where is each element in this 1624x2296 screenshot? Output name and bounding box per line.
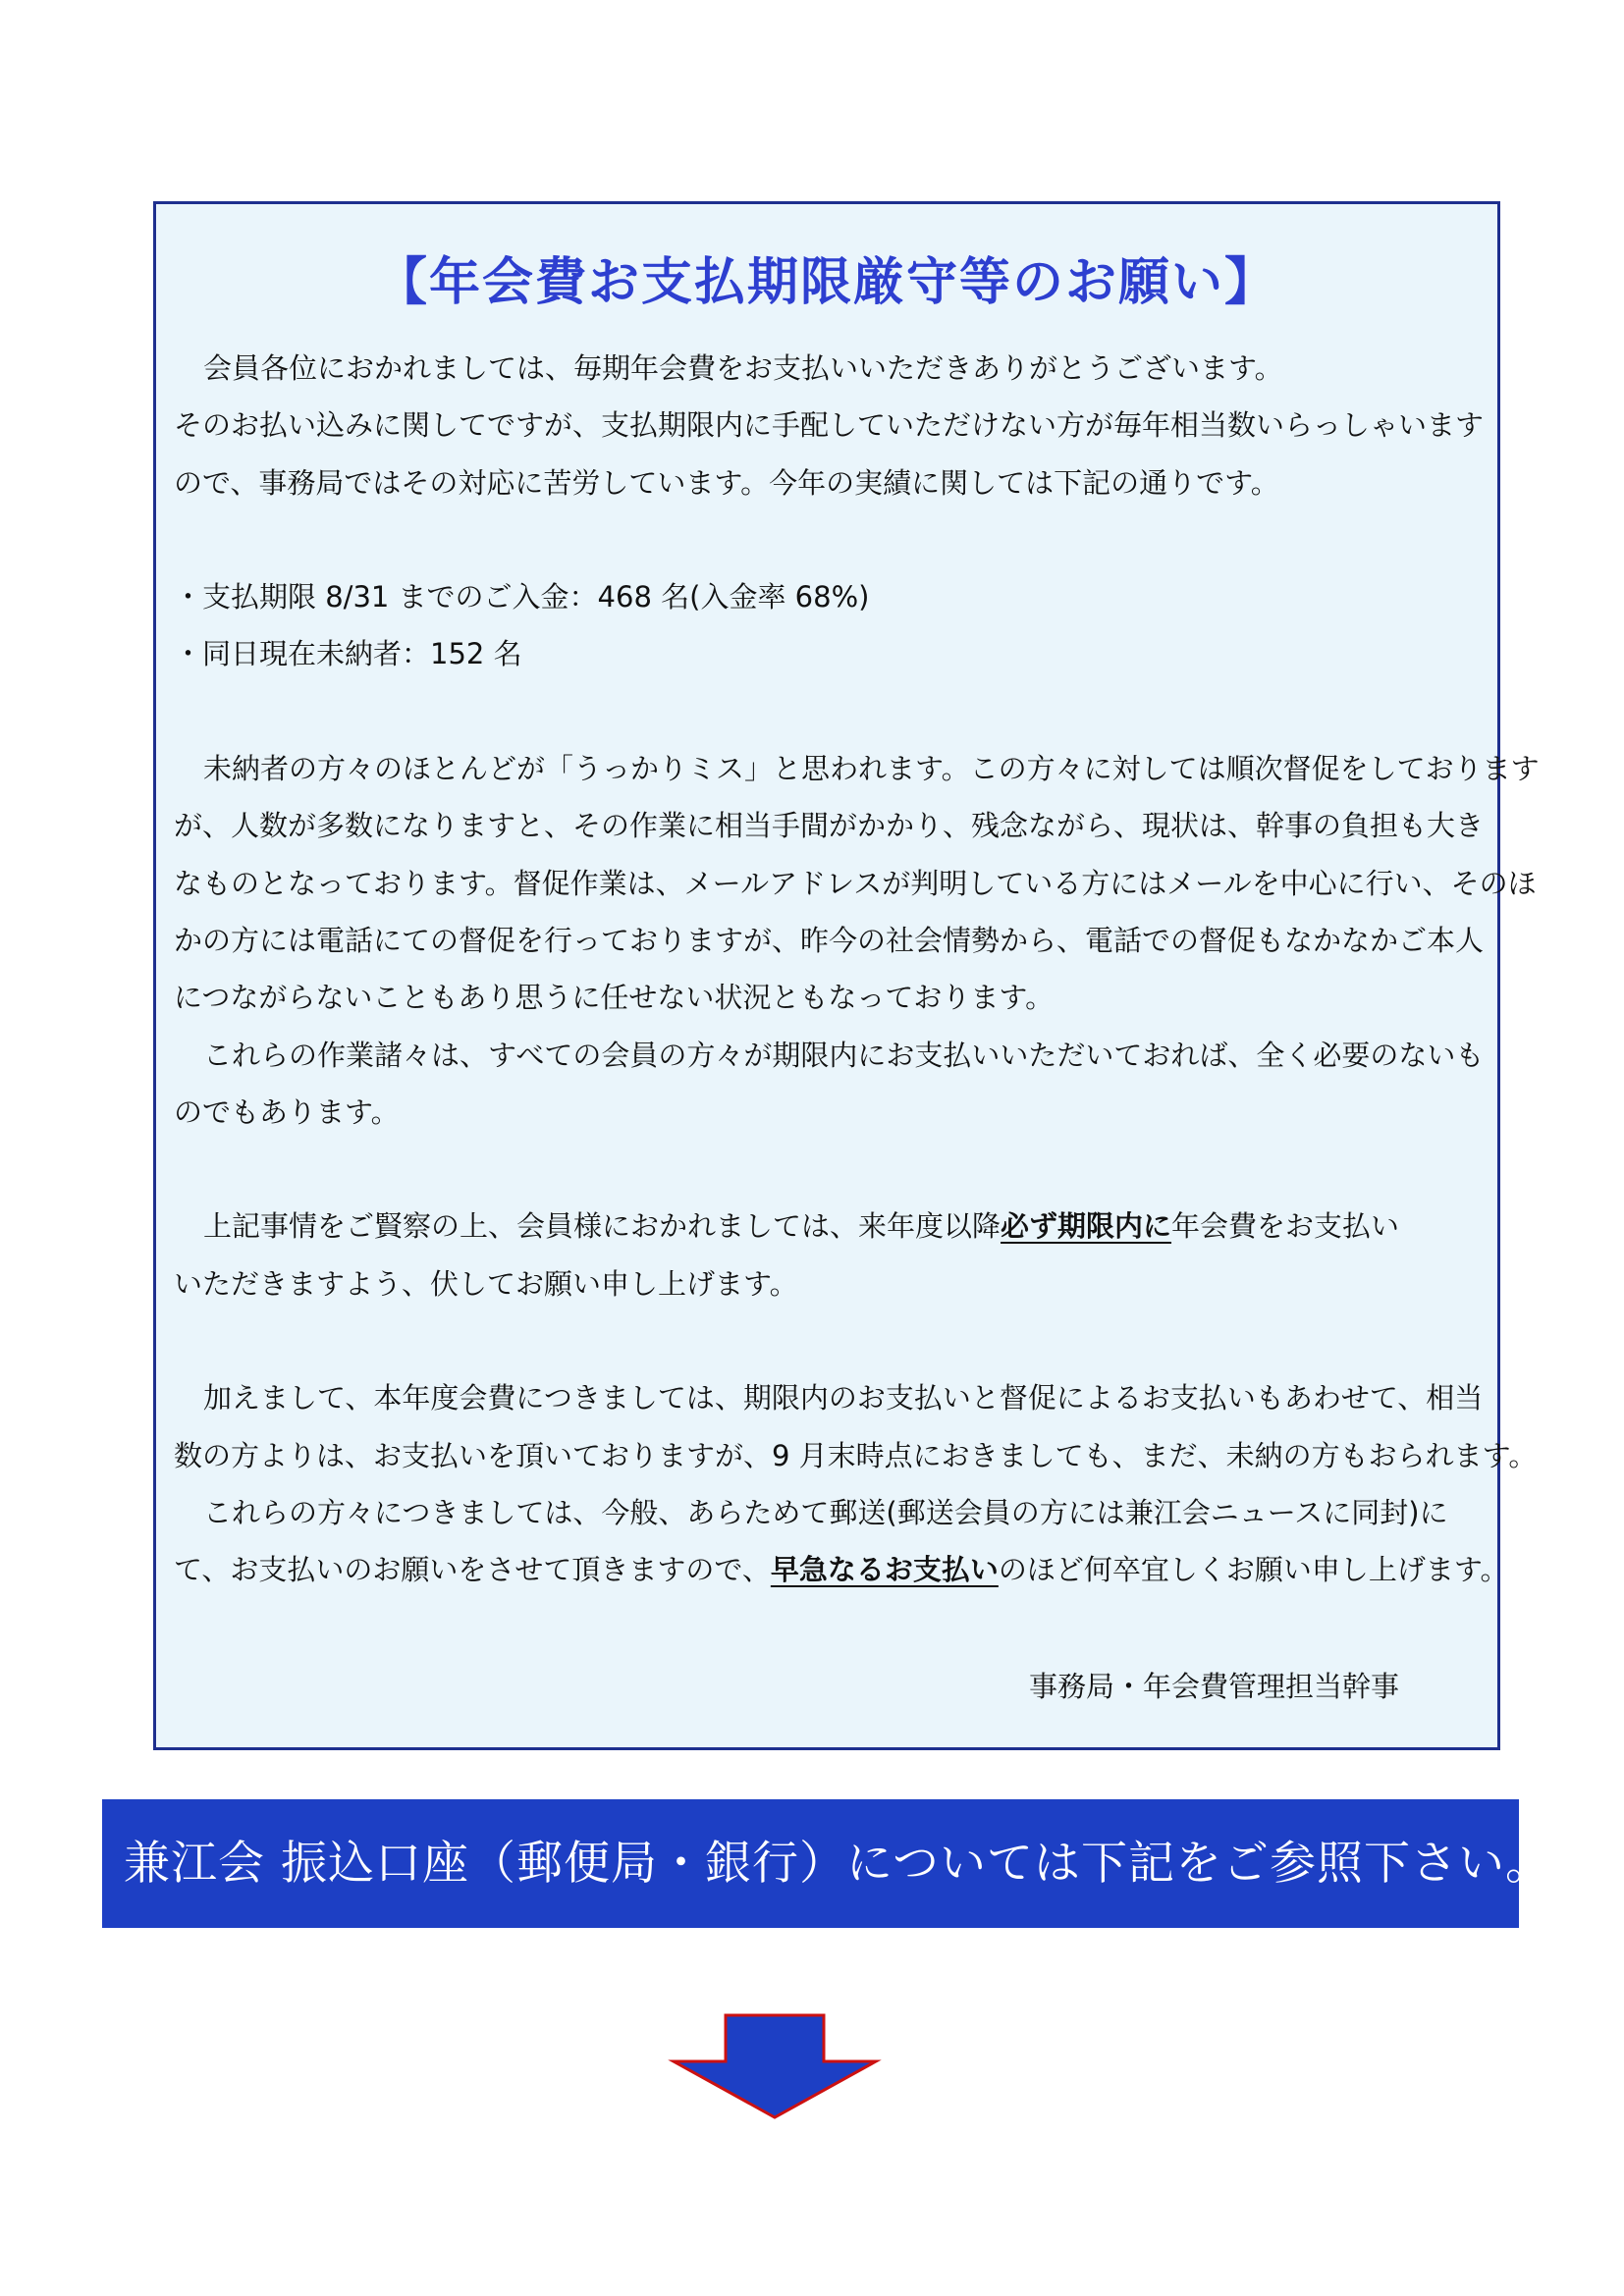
paragraph-2-line-3: なものとなっております。督促作業は、メールアドレスが判明している方にはメールを中心に行い、そのほ — [174, 866, 1537, 900]
paragraph-1-line-2: そのお払い込みに関してですが、支払期限内に手配していただけない方が毎年相当数いらっしゃいます — [174, 408, 1485, 443]
notice-title: 【年会費お支払期限厳守等のお願い】 — [375, 253, 1277, 312]
paragraph-6-line-2 — [174, 1541, 1509, 1598]
down-arrow-shape — [674, 2015, 876, 2117]
stats-unpaid: ・同日現在未納者：152 名 — [174, 637, 522, 671]
notice-content — [174, 340, 1540, 1599]
paragraph-6-text-after: のほど何卒宜しくお願い申し上げます。 — [998, 1553, 1509, 1587]
paragraph-6-line-1: これらの方々につきましては、今般、あらためて郵送(郵送会員の方には兼江会ニュースに同封)に — [203, 1495, 1448, 1529]
paragraph-3-line-1: これらの作業諸々は、すべての会員の方々が期限内にお支払いいただいておれば、全く必要のないも — [203, 1038, 1485, 1072]
notice-box — [153, 201, 1540, 1750]
spacer — [174, 683, 1489, 740]
spacer — [174, 511, 1489, 568]
paragraph-4-text-after: 年会費をお支払い — [1171, 1209, 1400, 1244]
paragraph-1-line-1: 会員各位におかれましては、毎期年会費をお支払いいただきありがとうございます。 — [203, 351, 1283, 385]
stats-paid: ・支払期限 8/31 までのご入金：468 名(入金率 68%) — [174, 580, 870, 614]
paragraph-4-text-before: 上記事情をご賢察の上、会員様におかれましては、来年度以降 — [203, 1209, 1001, 1244]
paragraph-6-text-before: て、お支払いのお願いをさせて頂きますので、 — [174, 1553, 771, 1587]
paragraph-4-line-1 — [174, 1198, 1489, 1255]
signature: 事務局・年会費管理担当幹事 — [1028, 1670, 1399, 1703]
paragraph-5-line-2: 数の方よりは、お支払いを頂いておりますが、9 月末時点におきましても、まだ、未納の方もおられます。 — [174, 1438, 1538, 1472]
paragraph-5-line-1: 加えまして、本年度会費につきましては、期限内のお支払いと督促によるお支払いもあわせて、相当 — [203, 1381, 1484, 1415]
emphasis-prompt-payment: 早急なるお支払い — [770, 1553, 999, 1587]
spacer — [174, 1312, 1489, 1369]
account-info-banner: 兼江会 振込口座（郵便局・銀行）については下記をご参照下さい。 — [102, 1799, 1519, 1928]
paragraph-2-line-4: かの方には電話にての督促を行っておりますが、昨今の社会情勢から、電話での督促もなかなかご本人 — [174, 923, 1485, 957]
paragraph-2-line-5: につながらないこともあり思うに任せない状況ともなっております。 — [174, 981, 1055, 1015]
spacer — [174, 1141, 1489, 1198]
paragraph-4-line-2: いただきますよう、伏してお願い申し上げます。 — [174, 1266, 798, 1301]
paragraph-1-line-3: ので、事務局ではその対応に苦労しています。今年の実績に関しては下記の通りです。 — [174, 465, 1279, 500]
paragraph-2-line-2: が、人数が多数になりますと、その作業に相当手間がかかり、残念ながら、現状は、幹事の負担も大き — [174, 809, 1485, 843]
paragraph-3-line-2: のでもあります。 — [174, 1095, 400, 1129]
paragraph-2-line-1: 未納者の方々のほとんどが「うっかりミス」と思われます。この方々に対しては順次督促をしております — [203, 752, 1540, 786]
emphasis-within-deadline: 必ず期限内に — [1001, 1209, 1172, 1244]
down-arrow-icon — [668, 2012, 884, 2120]
